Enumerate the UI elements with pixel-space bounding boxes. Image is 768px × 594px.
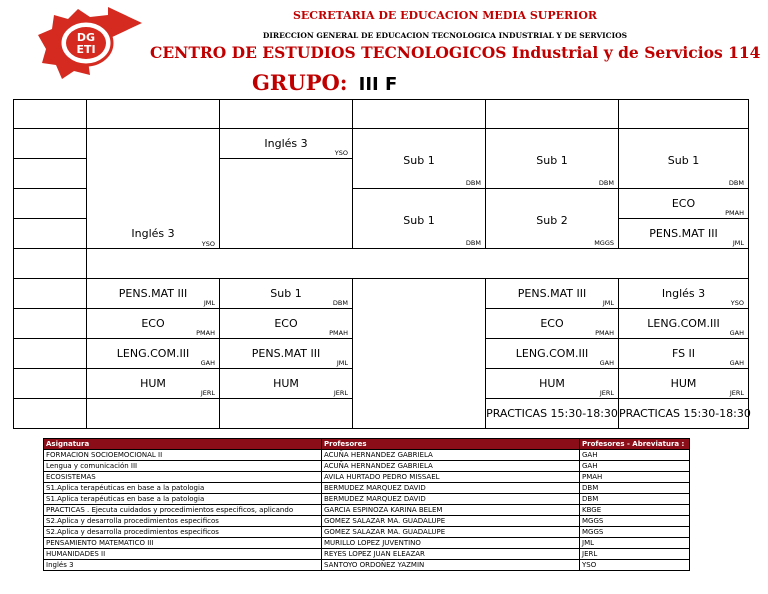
teacher-abbr: MGGS [594, 239, 614, 247]
class-cell [219, 368, 353, 399]
legend-abbr: MGGS [580, 516, 690, 527]
class-cell [86, 338, 220, 369]
subject-label: Inglés 3 [661, 287, 706, 300]
subject-label: Inglés 3 [264, 137, 308, 150]
time-cell [13, 188, 87, 219]
legend-row [44, 516, 690, 527]
class-cell [618, 368, 749, 399]
legend-subject: PRACTICAS . Ejecuta cuidados y procedimientos especificos, aplicando [44, 505, 322, 516]
legend-teacher: SANTOYO ORDOÑEZ YAZMIN [322, 560, 580, 571]
legend-abbr: KBGE [580, 505, 690, 516]
class-cell [618, 278, 749, 309]
class-cell [618, 398, 749, 429]
subject-label: HUM [539, 377, 565, 390]
legend-teacher: REYES LOPEZ JUAN ELEAZAR [322, 549, 580, 560]
legend-abbr: PMAH [580, 472, 690, 483]
subject-label: PRACTICAS 15:30-18:30 [619, 407, 751, 420]
legend-row [44, 483, 690, 494]
subject-label: LENG.COM.III [647, 317, 720, 330]
class-cell [219, 308, 353, 339]
legend-row [44, 560, 690, 571]
subject-label: PENS.MAT III [517, 287, 587, 300]
teacher-abbr: GAH [729, 329, 744, 337]
legend-subject: S1.Aplica terapéuticas en base a la patologia [44, 483, 322, 494]
class-cell [86, 368, 220, 399]
grid-cell [485, 99, 619, 129]
class-cell [219, 338, 353, 369]
teacher-abbr: JERL [599, 389, 614, 397]
legend-abbr: MGGS [580, 527, 690, 538]
class-cell [485, 278, 619, 309]
legend-body [44, 450, 690, 571]
subject-label: ECO [671, 197, 696, 210]
grid-cell [219, 99, 353, 129]
teacher-abbr: GAH [729, 359, 744, 367]
time-cell [13, 338, 87, 369]
legend-row [44, 505, 690, 516]
teacher-abbr: DBM [332, 299, 348, 307]
subject-label: LENG.COM.III [116, 347, 190, 360]
teacher-abbr: GAH [200, 359, 215, 367]
class-cell [86, 308, 220, 339]
legend-row [44, 461, 690, 472]
subject-label: Sub 2 [536, 214, 568, 227]
legend-abbr: YSO [580, 560, 690, 571]
subject-label: PRACTICAS 15:30-18:30 [486, 407, 618, 420]
legend-abbr: JML [580, 538, 690, 549]
grupo-title [252, 70, 397, 95]
time-cell [13, 278, 87, 309]
legend-subject: S2.Aplica y desarrolla procedimientos especificos [44, 516, 322, 527]
teacher-abbr: PMAH [196, 329, 215, 337]
class-cell-thu-sub1 [485, 128, 619, 189]
grid-cell [618, 99, 749, 129]
subject-label: LENG.COM.III [515, 347, 589, 360]
secretaria-heading: SECRETARIA DE EDUCACION MEDIA SUPERIOR [292, 9, 598, 22]
legend-teacher: AVILA HURTADO PEDRO MISSAEL [322, 472, 580, 483]
break-row [86, 248, 749, 279]
class-cell-wed-sub1b [352, 188, 486, 249]
teacher-abbr: JML [602, 299, 614, 307]
grid-cell [352, 99, 486, 129]
teacher-abbr: YSO [334, 149, 348, 157]
teacher-abbr: YSO [730, 299, 744, 307]
teacher-abbr: GAH [599, 359, 614, 367]
svg-text:ETI: ETI [76, 43, 96, 56]
subject-label: ECO [141, 317, 165, 330]
teacher-abbr: DBM [728, 179, 744, 187]
legend-subject: PENSAMIENTO MATEMATICO III [44, 538, 322, 549]
subject-label: Sub 1 [403, 214, 435, 227]
subject-label: PENS.MAT III [118, 287, 188, 300]
teacher-abbr: DBM [465, 179, 481, 187]
legend-subject: HUMANIDADES II [44, 549, 322, 560]
legend-abbr: GAH [580, 450, 690, 461]
legend-teacher: GARCIA ESPINOZA KARINA BELEM [322, 505, 580, 516]
legend-row [44, 538, 690, 549]
class-cell-thu-sub2 [485, 188, 619, 249]
subject-label: Sub 1 [536, 154, 568, 167]
class-cell-fri-pensmat [618, 218, 749, 249]
legend-header-abbr: Profesores - Abreviatura : [580, 439, 690, 450]
grid-cell [86, 99, 220, 129]
class-cell [485, 308, 619, 339]
class-cell [86, 278, 220, 309]
teacher-abbr: JERL [333, 389, 348, 397]
subject-label: PENS.MAT III [251, 347, 321, 360]
time-cell [13, 218, 87, 249]
subject-label: Sub 1 [667, 154, 700, 167]
class-cell [485, 338, 619, 369]
class-cell-tue-ingles [219, 128, 353, 159]
teacher-abbr: DBM [465, 239, 481, 247]
legend-subject: Lengua y comunicación III [44, 461, 322, 472]
teacher-abbr: JML [336, 359, 348, 367]
time-cell [13, 398, 87, 429]
teacher-abbr: PMAH [329, 329, 348, 337]
class-cell [219, 278, 353, 309]
legend-row [44, 450, 690, 461]
subject-label: PENS.MAT III [649, 227, 718, 240]
legend-subject: FORMACION SOCIOEMOCIONAL II [44, 450, 322, 461]
teacher-abbr: YSO [201, 240, 215, 248]
legend-subject: ECOSISTEMAS [44, 472, 322, 483]
legend-abbr: DBM [580, 494, 690, 505]
time-cell [13, 368, 87, 399]
legend-header-teacher: Profesores [322, 439, 580, 450]
class-cell-wed-sub1 [352, 128, 486, 189]
schedule-grid [13, 99, 749, 429]
legend-abbr: GAH [580, 461, 690, 472]
direccion-heading: DIRECCION GENERAL DE EDUCACION TECNOLOGICA INDUSTRIAL Y DE SERVICIOS [262, 31, 628, 40]
class-cell-fri-sub1 [618, 128, 749, 189]
legend-subject: S1.Aplica terapéuticas en base a la patologia [44, 494, 322, 505]
subject-label: HUM [140, 377, 166, 390]
teacher-abbr: DBM [598, 179, 614, 187]
subject-label: HUM [273, 377, 299, 390]
subject-label: FS II [671, 347, 696, 360]
legend-header-row [44, 439, 690, 450]
svg-text:DG: DG [76, 31, 96, 44]
subject-label: Inglés 3 [131, 227, 175, 240]
subject-label: ECO [274, 317, 298, 330]
teacher-abbr: JML [732, 239, 744, 247]
grid-cell [219, 158, 353, 249]
time-cell [13, 248, 87, 279]
time-cell [13, 128, 87, 159]
legend-row [44, 472, 690, 483]
class-cell [485, 398, 619, 429]
class-cell [618, 308, 749, 339]
legend-teacher: BERMUDEZ MARQUEZ DAVID [322, 494, 580, 505]
legend-teacher: BERMUDEZ MARQUEZ DAVID [322, 483, 580, 494]
legend-abbr: DBM [580, 483, 690, 494]
grupo-value: III F [358, 74, 398, 95]
teacher-legend-table [43, 438, 690, 571]
grid-cell [86, 398, 220, 429]
legend-subject: S2.Aplica y desarrolla procedimientos especificos [44, 527, 322, 538]
grid-cell [352, 278, 486, 429]
legend-teacher: GOMEZ SALAZAR MA. GUADALUPE [322, 516, 580, 527]
subject-label: HUM [670, 377, 697, 390]
teacher-abbr: PMAH [595, 329, 614, 337]
class-cell [618, 338, 749, 369]
teacher-abbr: JML [203, 299, 215, 307]
legend-teacher: GOMEZ SALAZAR MA. GUADALUPE [322, 527, 580, 538]
legend-subject: Inglés 3 [44, 560, 322, 571]
legend-abbr: JERL [580, 549, 690, 560]
grid-cell [13, 99, 87, 129]
time-cell [13, 308, 87, 339]
subject-label: ECO [540, 317, 564, 330]
legend-teacher: ACUÑA HERNANDEZ GABRIELA [322, 450, 580, 461]
class-cell [485, 368, 619, 399]
class-cell-mon-ingles [86, 128, 220, 249]
teacher-abbr: JERL [729, 389, 744, 397]
legend-teacher: ACUÑA HERNANDEZ GABRIELA [322, 461, 580, 472]
class-cell-fri-eco [618, 188, 749, 219]
dgeti-logo [38, 5, 142, 79]
centro-heading: CENTRO DE ESTUDIOS TECNOLOGICOS Industrial y de Servicios 114 [150, 43, 761, 62]
grid-cell [219, 398, 353, 429]
legend-teacher: MURILLO LOPEZ JUVENTINO [322, 538, 580, 549]
subject-label: Sub 1 [270, 287, 302, 300]
grupo-label: GRUPO: [252, 70, 348, 95]
subject-label: Sub 1 [403, 154, 435, 167]
time-cell [13, 158, 87, 189]
teacher-abbr: JERL [200, 389, 215, 397]
teacher-abbr: PMAH [725, 209, 744, 217]
legend-header-subject: Asignatura [44, 439, 322, 450]
legend-row [44, 494, 690, 505]
legend-row [44, 549, 690, 560]
legend-row [44, 527, 690, 538]
